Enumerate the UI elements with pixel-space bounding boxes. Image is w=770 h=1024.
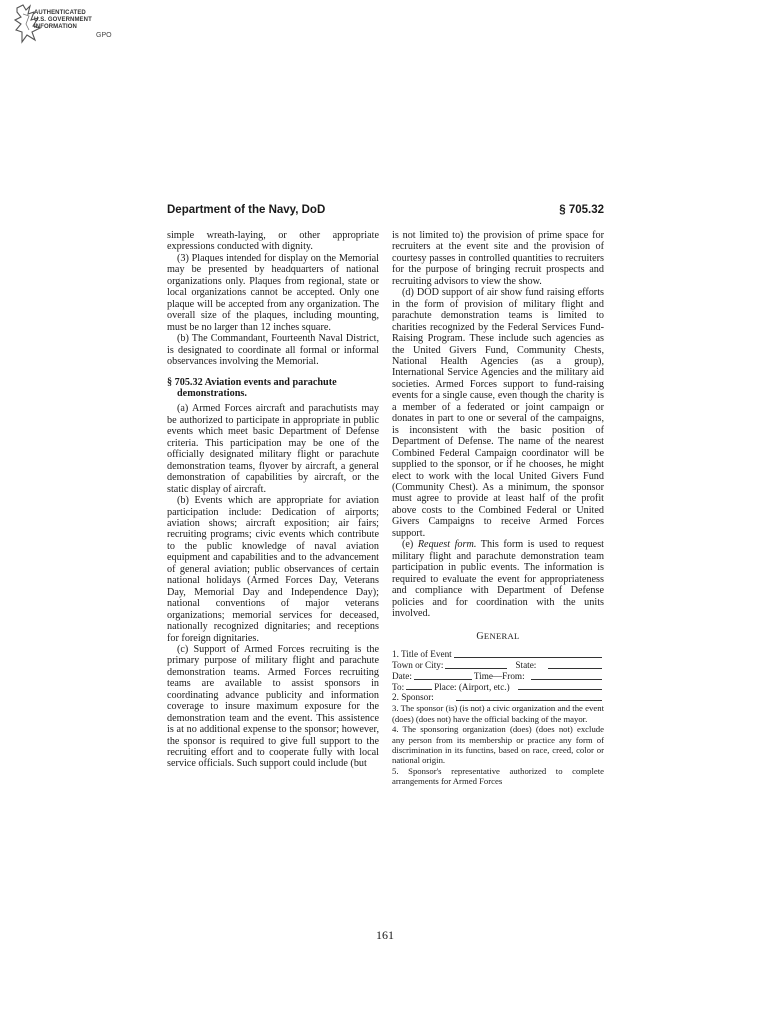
paragraph-commandant: (b) The Commandant, Fourteenth Naval District, is designated to coordinate all formal or informal observances involving the Memorial.	[167, 333, 379, 367]
form-line-to	[392, 682, 604, 693]
form-blank-place	[518, 682, 602, 691]
form-label-time-from: Time—From:	[473, 670, 525, 681]
form-item-4: 4. The sponsoring organization (does) (does not) exclude any person from its membership or practice any form of discrimination in its functins, based on race, creed, color or national origin.	[392, 724, 604, 766]
form-label-date: Date:	[392, 670, 412, 681]
form-line-sponsor	[392, 692, 604, 703]
form-label-state: State:	[515, 659, 537, 670]
form-section-title	[392, 631, 604, 642]
paragraph-continuation: simple wreath-laying, or other appropriate expressions conducted with dignity.	[167, 230, 379, 253]
seal-line-2: U.S. GOVERNMENT	[34, 17, 92, 23]
header-section-number: § 705.32	[559, 204, 604, 216]
form-blank-date	[414, 671, 472, 680]
form-label-town: Town or City:	[392, 659, 444, 670]
form-label-title: 1. Title of Event	[392, 648, 452, 659]
form-label-sponsor: 2. Sponsor:	[392, 692, 434, 703]
form-title-initial: G	[476, 631, 484, 643]
seal-line-3: INFORMATION	[34, 24, 77, 30]
seal-line-1: AUTHENTICATED	[34, 10, 86, 16]
left-column	[167, 230, 379, 770]
header-agency: Department of the Navy, DoD	[167, 204, 326, 216]
form-blank-sponsor	[456, 692, 602, 701]
paragraph-e-italic: Request form.	[417, 539, 477, 551]
form-line-town	[392, 660, 604, 671]
form-line-date	[392, 671, 604, 682]
form-label-to: To:	[392, 681, 405, 692]
authentication-seal	[14, 4, 124, 48]
paragraph-c-continued: is not limited to) the provision of prime space for recruiters at the event site and the provision of courtesy passes in controlled quantities to recruiters for the purpose of bringing recruit prospects and recruiting advisors to view the show.	[392, 230, 604, 287]
form-blank-to	[406, 682, 432, 691]
form-item-3: 3. The sponsor (is) (is not) a civic organization and the event (does) (does not) have the official backing of the mayor.	[392, 703, 604, 724]
form-title-rest: ENERAL	[483, 631, 520, 642]
form-label-place: Place: (Airport, etc.)	[434, 681, 510, 692]
right-column	[392, 230, 604, 787]
paragraph-c: (c) Support of Armed Forces recruiting is the primary purpose of military flight and parachute demonstration teams. Armed Forces recruiting teams are available to assist sponsors in coordinating advance publicity and information coverage to insure maximum exposure for the demonstration team and the event. This assistence is at no additional expense to the sponsor; however, the sponsor is required to give full support to the recruiting effort and to cooperate fully with local service officials. Such support could include (but	[167, 643, 379, 770]
form-blank-town	[445, 660, 507, 669]
paragraph-plaques: (3) Plaques intended for display on the Memorial may be presented by headquarters of national organizations only. Plaques from regional, state or local organizations cannot be accepted. Only one plaque will be accepted from any organization. The overall size of the plaques, including mounting, must be no larger than 12 inches square.	[167, 252, 379, 333]
paragraph-b: (b) Events which are appropriate for aviation participation include: Dedication of airports; aviation shows; aircraft exposition; air fairs; recruiting programs; civic events which contribute to the public knowledge of naval aviation equipment and capabilities and to the advancement of general aviation; public observances of certain national holidays (Armed Forces Day, Veterans Day, Memorial Day and Independence Day); national conventions of major veterans organizations; memorial services for deceased, nationally recognized dignitaries; and receptions for foreign dignitaries.	[167, 495, 379, 644]
form-blank-title	[454, 649, 602, 658]
paragraph-e	[392, 539, 604, 619]
form-blank-state	[548, 660, 602, 669]
form-blank-time	[531, 671, 602, 680]
request-form	[392, 649, 604, 787]
paragraph-d: (d) DOD support of air show fund raising efforts in the form of provision of military flight and parachute demonstration teams is limited to charities recognized by the Federal Services Fund-Raising Program. These include such agencies as the United Givers Fund, Community Chests, National Health Agencies (as a group), International Service Agencies and the military aid societies. Armed Forces support to fund-raising events for a single cause, even though the charity is a member of a federated or joint campaign or donates in part to one or several of the campaigns, is inconsistent with the basic position of Department of Defense. The name of the nearest Combined Federal Campaign coordinator will be supplied to the sponsor, or if he chooses, he might elect to work with the local United Givers Fund (Community Chest). As a minimum, the sponsor must agree to provide at least half of the profit above costs to the Combined Federal or United Givers Campaigns to receive Armed Forces support.	[392, 287, 604, 539]
paragraph-a: (a) Armed Forces aircraft and parachutists may be authorized to participate in appropriate in public events which meet basic Department of Defense criteria. This participation may be one of the officially designated military flight or parachute demonstration teams, flyover by aircraft, a general demonstration of capabilities by aircraft, or the static display of aircraft.	[167, 403, 379, 495]
paragraph-e-body: This form is used to request military flight and parachute demonstration team participation in public events. The information is required to evaluate the event for appropriateness and compliance with Department of Defense policies and for coordination with the units involved.	[392, 539, 605, 619]
form-line-title	[392, 649, 604, 660]
page-number: 161	[376, 928, 394, 942]
form-item-5: 5. Sponsor's representative authorized to complete arrangements for Armed Forces	[392, 765, 604, 787]
paragraph-e-prefix: (e)	[402, 539, 418, 551]
section-heading: § 705.32 Aviation events and parachute demonstrations.	[167, 377, 337, 400]
seal-gpo-mark: GPO	[96, 32, 112, 39]
running-header	[167, 204, 604, 220]
